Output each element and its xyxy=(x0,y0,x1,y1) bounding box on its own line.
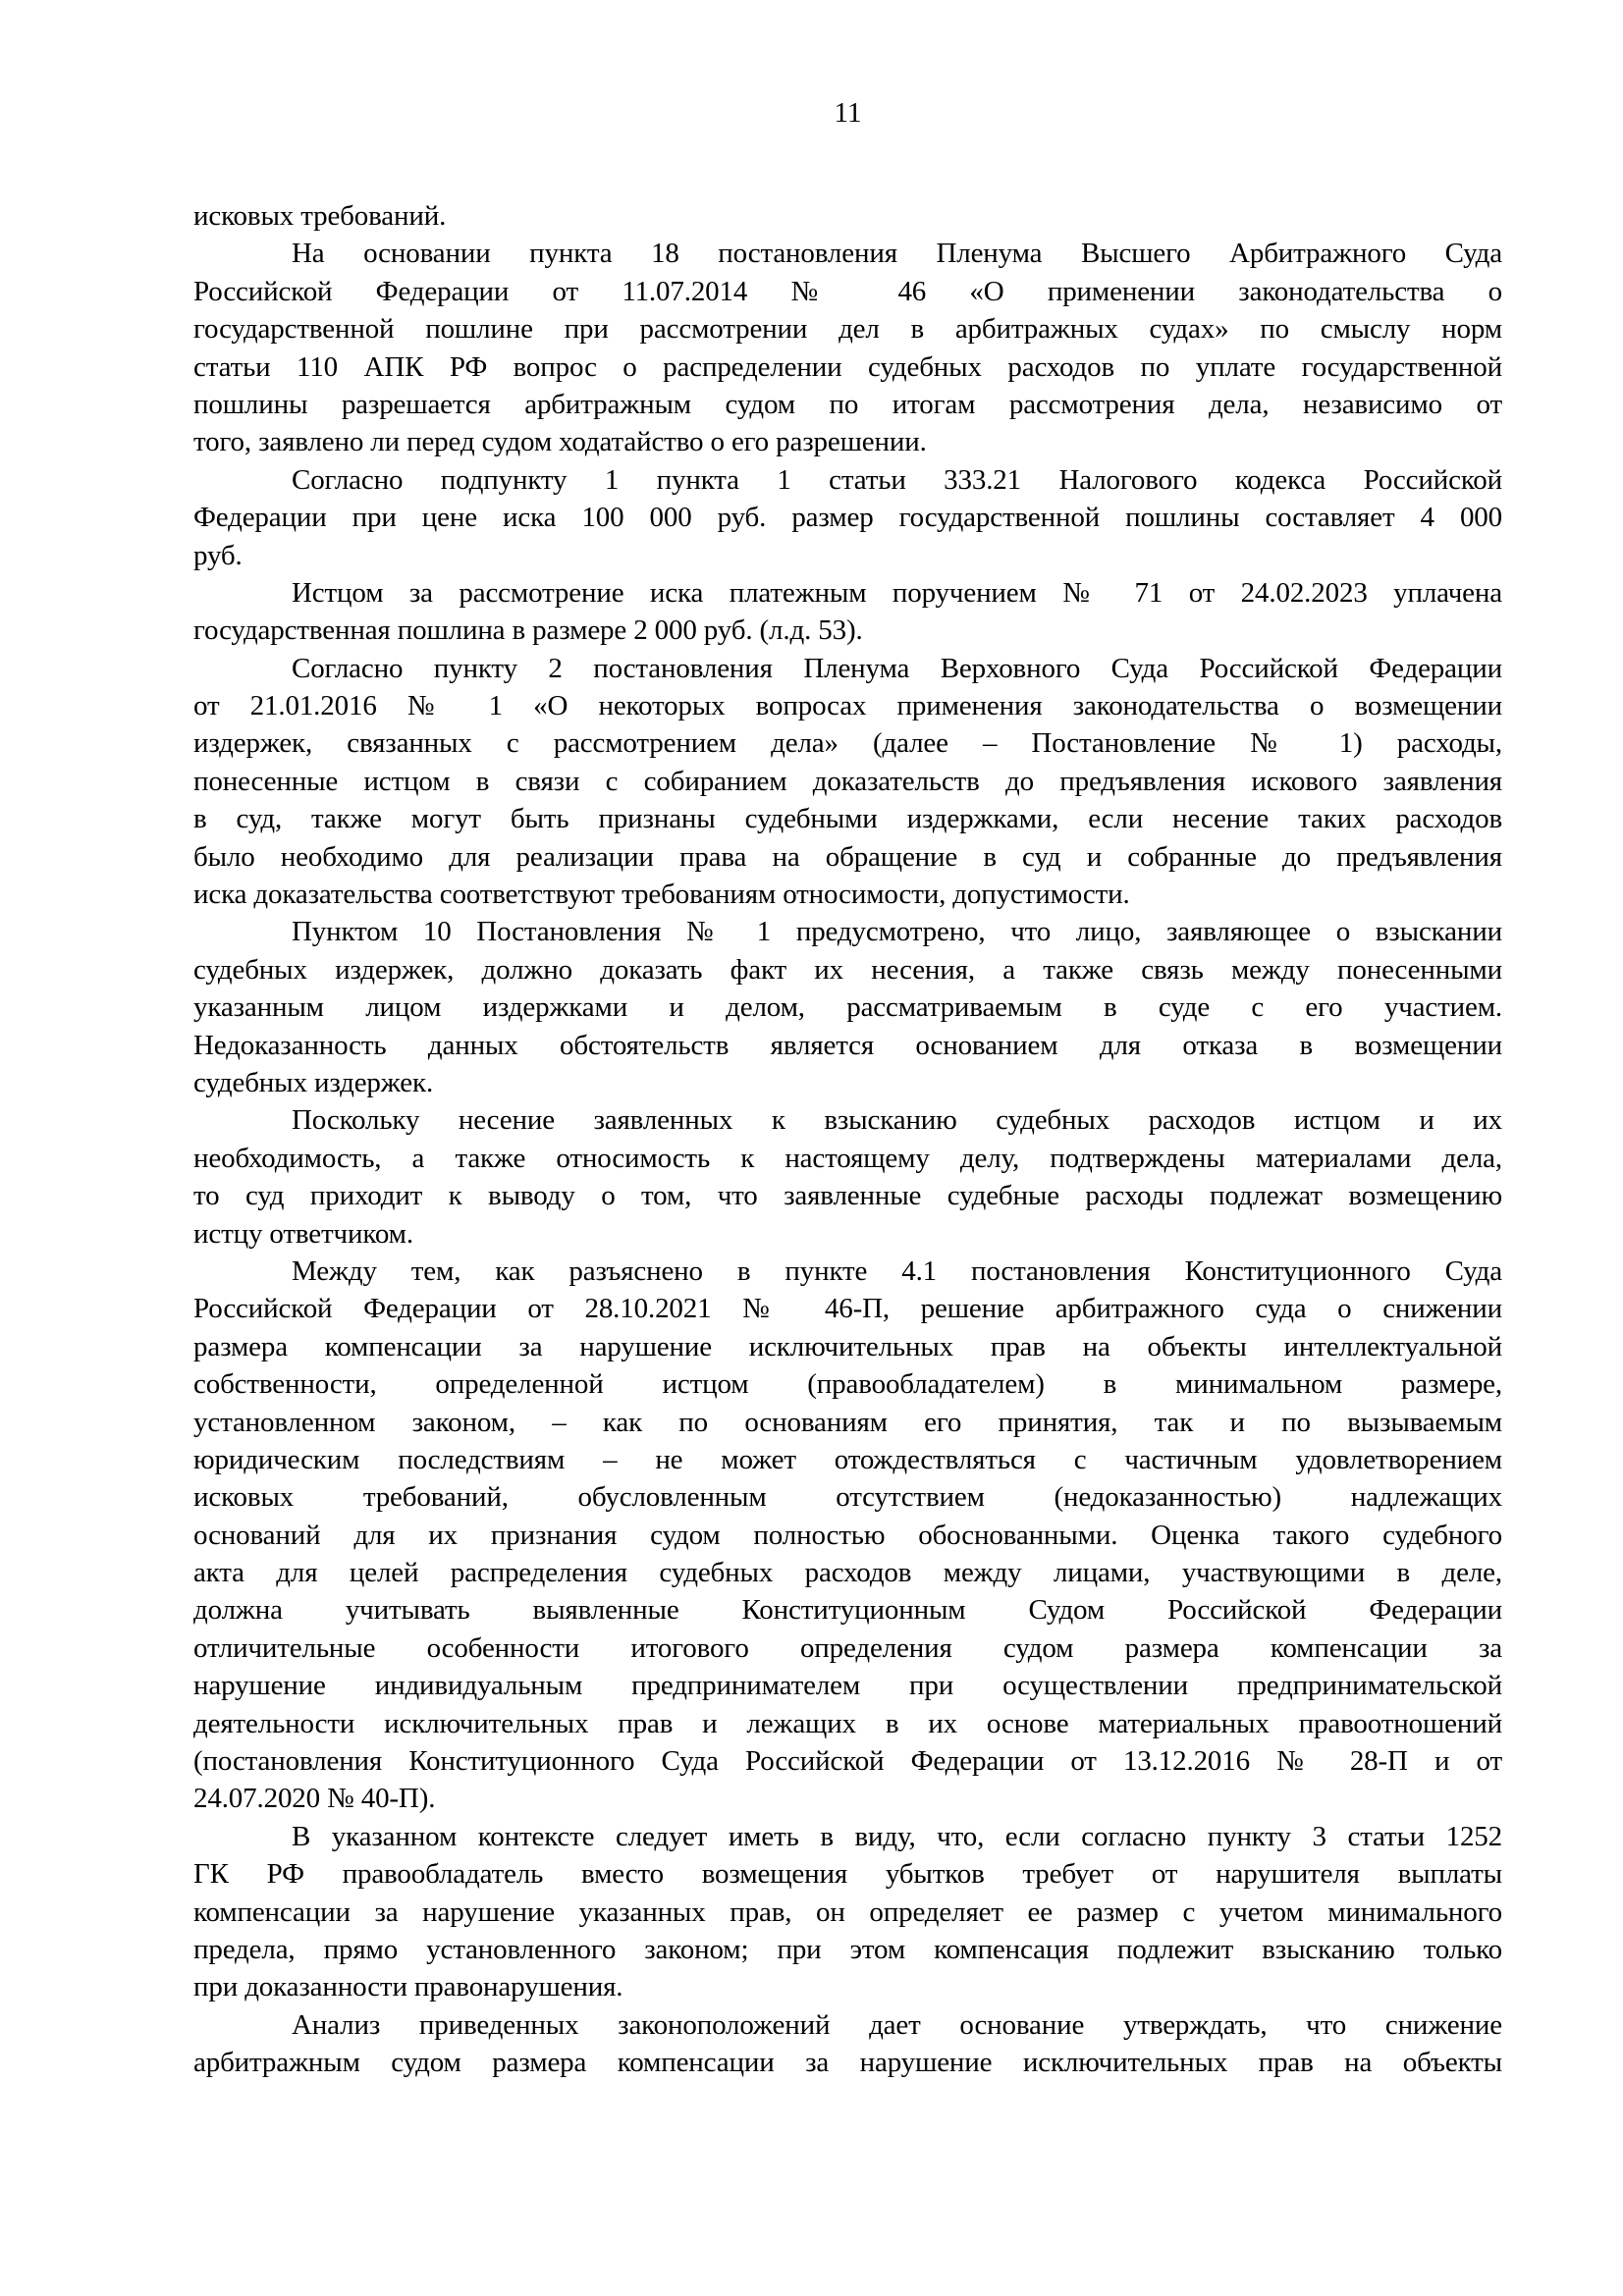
paragraph xyxy=(193,235,1502,460)
text-line: необходимость, а также относимость к настоящему делу, подтверждены материалами дела, xyxy=(193,1142,1502,1174)
text-line: На основании пункта 18 постановления Пленума Высшего Арбитражного Суда xyxy=(292,238,1502,270)
text-line: ГК РФ правообладатель вместо возмещения убытков требует от нарушителя выплаты xyxy=(193,1858,1502,1891)
text-line: оснований для их признания судом полностью обоснованными. Оценка такого судебного xyxy=(193,1519,1502,1551)
text-line: Анализ приведенных законоположений дает основание утверждать, что снижение xyxy=(292,2008,1502,2041)
text-line: Между тем, как разъяснено в пункте 4.1 постановления Конституционного Суда xyxy=(292,1255,1502,1287)
paragraph xyxy=(193,1253,1502,1818)
text-line: при доказанности правонарушения. xyxy=(193,1971,623,2003)
text-line: издержек, связанных с рассмотрением дела» (далее – Постановление № 1) расходы, xyxy=(193,727,1502,760)
text-line: Российской Федерации от 28.10.2021 № 46-П, решение арбитражного суда о снижении xyxy=(193,1293,1502,1325)
text-line: указанным лицом издержками и делом, рассматриваемым в суде с его участием. xyxy=(193,991,1502,1024)
text-line: (постановления Конституционного Суда Российской Федерации от 13.12.2016 № 28-П и от xyxy=(193,1745,1502,1778)
text-line: отличительные особенности итогового определения судом размера компенсации за xyxy=(193,1631,1502,1664)
text-line: В указанном контексте следует иметь в виду, что, если согласно пункту 3 статьи 1252 xyxy=(292,1820,1502,1852)
paragraph xyxy=(193,574,1502,650)
text-line: предела, прямо установленного законом; при этом компенсация подлежит взысканию только xyxy=(193,1933,1502,1965)
text-line: акта для целей распределения судебных расходов между лицами, участвующими в деле, xyxy=(193,1557,1502,1589)
text-line: исковых требований. xyxy=(193,200,447,232)
page-number: 11 xyxy=(834,97,862,129)
text-line: Согласно подпункту 1 пункта 1 статьи 333.21 Налогового кодекса Российской xyxy=(292,463,1502,496)
text-line: иска доказательства соответствуют требованиям относимости, допустимости. xyxy=(193,879,1130,911)
text-line: 24.07.2020 № 40-П). xyxy=(193,1783,436,1815)
text-line: того, заявлено ли перед судом ходатайство о его разрешении. xyxy=(193,426,927,458)
text-line: Федерации при цене иска 100 000 руб. размер государственной пошлины составляет 4 000 xyxy=(193,502,1502,534)
paragraph xyxy=(193,197,1502,235)
text-line: Российской Федерации от 11.07.2014 № 46 «О применении законодательства о xyxy=(193,275,1502,307)
paragraph xyxy=(193,1101,1502,1253)
text-line: исковых требований, обусловленным отсутствием (недоказанностью) надлежащих xyxy=(193,1481,1502,1514)
document-body xyxy=(193,197,1502,2082)
paragraph xyxy=(193,913,1502,1101)
text-line: в суд, также могут быть признаны судебными издержками, если несение таких расходов xyxy=(193,803,1502,835)
text-line: Недоказанность данных обстоятельств является основанием для отказа в возмещении xyxy=(193,1029,1502,1061)
text-line: пошлины разрешается арбитражным судом по итогам рассмотрения дела, независимо от xyxy=(193,388,1502,420)
text-line: установленном законом, – как по основаниям его принятия, так и по вызываемым xyxy=(193,1406,1502,1438)
text-line: судебных издержек. xyxy=(193,1066,434,1098)
text-line: от 21.01.2016 № 1 «О некоторых вопросах применения законодательства о возмещении xyxy=(193,690,1502,722)
text-line: то суд приходит к выводу о том, что заявленные судебные расходы подлежат возмещению xyxy=(193,1180,1502,1212)
text-line: руб. xyxy=(193,539,243,571)
text-line: должна учитывать выявленные Конституционным Судом Российской Федерации xyxy=(193,1594,1502,1627)
text-line: арбитражным судом размера компенсации за нарушение исключительных прав на объекты xyxy=(193,2047,1502,2079)
text-line: было необходимо для реализации права на обращение в суд и собранные до предъявления xyxy=(193,840,1502,873)
text-line: Согласно пункту 2 постановления Пленума Верховного Суда Российской Федерации xyxy=(292,652,1502,684)
text-line: компенсации за нарушение указанных прав, он определяет ее размер с учетом минимального xyxy=(193,1896,1502,1928)
text-line: истцу ответчиком. xyxy=(193,1217,413,1250)
text-line: юридическим последствиям – не может отождествляться с частичным удовлетворением xyxy=(193,1443,1502,1475)
text-line: государственной пошлине при рассмотрении дел в арбитражных судах» по смыслу норм xyxy=(193,313,1502,346)
text-line: статьи 110 АПК РФ вопрос о распределении судебных расходов по уплате государственной xyxy=(193,350,1502,383)
paragraph xyxy=(193,650,1502,914)
paragraph xyxy=(193,1818,1502,2006)
text-line: судебных издержек, должно доказать факт их несения, а также связь между понесенными xyxy=(193,953,1502,986)
text-line: размера компенсации за нарушение исключительных прав на объекты интеллектуальной xyxy=(193,1330,1502,1362)
text-line: деятельности исключительных прав и лежащих в их основе материальных правоотношений xyxy=(193,1707,1502,1739)
text-line: понесенные истцом в связи с собиранием доказательств до предъявления искового заявления xyxy=(193,765,1502,797)
text-line: Поскольку несение заявленных к взысканию судебных расходов истцом и их xyxy=(292,1104,1502,1137)
text-line: Пунктом 10 Постановления № 1 предусмотрено, что лицо, заявляющее о взыскании xyxy=(292,916,1502,948)
text-line: нарушение индивидуальным предпринимателем при осуществлении предпринимательской xyxy=(193,1670,1502,1702)
paragraph xyxy=(193,2006,1502,2082)
paragraph xyxy=(193,461,1502,574)
text-line: собственности, определенной истцом (правообладателем) в минимальном размере, xyxy=(193,1368,1502,1401)
text-line: государственная пошлина в размере 2 000 руб. (л.д. 53). xyxy=(193,614,863,647)
text-line: Истцом за рассмотрение иска платежным поручением № 71 от 24.02.2023 уплачена xyxy=(292,576,1502,609)
